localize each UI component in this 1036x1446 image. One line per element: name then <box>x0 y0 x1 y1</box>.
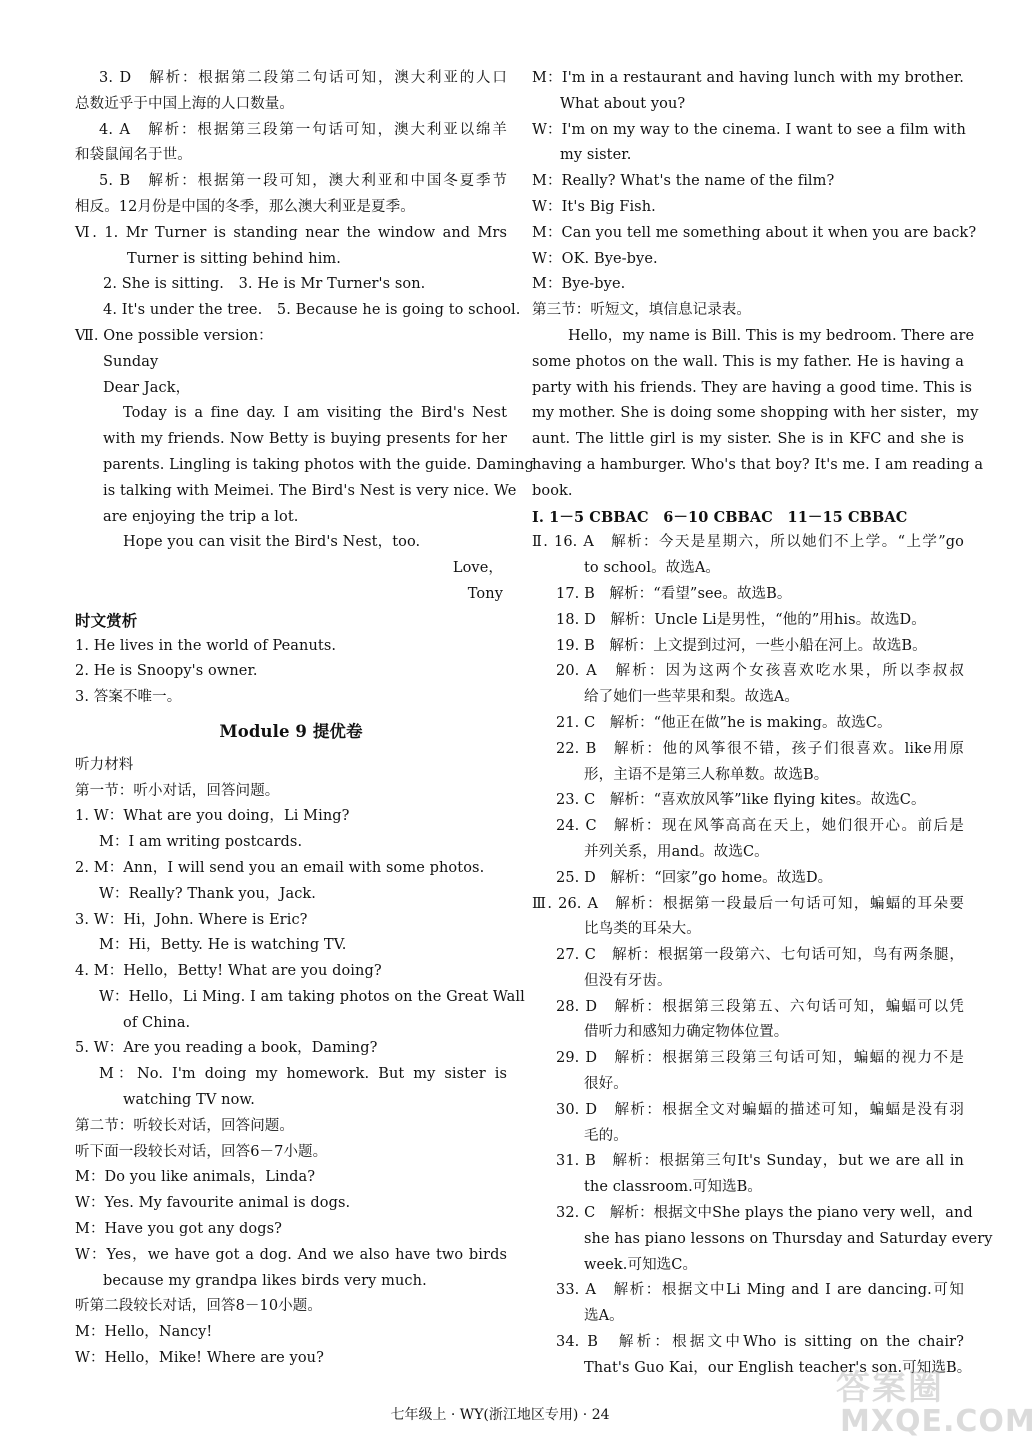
text-line: 2. He is Snoopy's owner. <box>75 663 258 680</box>
text-line: M：Have you got any dogs? <box>75 1221 283 1238</box>
text-line: 很好。 <box>584 1076 628 1093</box>
text-line: Love， <box>452 560 503 577</box>
text-line: M：I am writing postcards. <box>99 834 303 851</box>
text-line: 第二节：听较长对话，回答问题。 <box>75 1117 294 1134</box>
text-line: M：Bye-bye. <box>532 276 626 293</box>
text-line: 给了她们一些苹果和梨。故选A。 <box>584 689 799 706</box>
text-line: 32. C 解析：根据文中She plays the piano very well，and <box>556 1205 973 1222</box>
text-line: M：Can you tell me something about it when you are back? <box>532 224 977 241</box>
text-line: 第三节：听短文，填信息记录表。 <box>532 302 751 319</box>
text-line: 4. A 解析：根据第三段第一句话可知，澳大利亚以绵羊 <box>99 121 507 138</box>
text-line: 18. D 解析：Uncle Li是男性，“他的”用his。故选D。 <box>556 611 926 628</box>
text-line: 听力材料 <box>75 756 134 773</box>
text-line: 21. C 解析：“他正在做”he is making。故选C。 <box>556 714 892 731</box>
text-line: my sister. <box>560 147 632 164</box>
text-line: 2. She is sitting. 3. He is Mr Turner's son. <box>103 276 426 293</box>
text-line: 2. M：Ann，I will send you an email with some photos. <box>75 859 485 876</box>
text-line: 1. He lives in the world of Peanuts. <box>75 637 337 654</box>
text-line: Dear Jack， <box>103 379 191 396</box>
text-line: she has piano lessons on Thursday and Saturday every <box>584 1230 993 1247</box>
text-line: 20. A 解析：因为这两个女孩喜欢吃水果，所以李叔叔 <box>556 663 964 680</box>
text-line: 27. C 解析：根据第一段第六、七句话可知，鸟有两条腿， <box>556 947 964 964</box>
text-line: W：Hello，Mike! Where are you? <box>75 1350 324 1367</box>
text-line: Tony <box>467 585 503 602</box>
text-line: 24. C 解析：现在风筝高高在天上，她们很开心。前后是 <box>556 818 964 835</box>
text-line: 第一节：听小对话，回答问题。 <box>75 782 280 799</box>
page-footer: 七年级上 · WY(浙江地区专用) · 24 <box>390 1407 610 1423</box>
text-line: 19. B 解析：上文提到过河，一些小船在河上。故选B。 <box>556 637 927 654</box>
text-line: 3. 答案不唯一。 <box>75 689 182 706</box>
text-line: M：No. I'm doing my homework. But my sister is <box>99 1066 507 1083</box>
text-line: Turner is sitting behind him. <box>127 250 341 267</box>
text-line: with my friends. Now Betty is buying presents for her <box>103 431 507 448</box>
watermark-logo <box>836 1356 1036 1442</box>
text-line: 毛的。 <box>584 1127 628 1144</box>
text-line: 总数近乎于中国上海的人口数量。 <box>75 95 294 112</box>
text-line: 33. A 解析：根据文中Li Ming and I are dancing.可知 <box>556 1282 964 1299</box>
text-line: 5. B 解析：根据第一段可知，澳大利亚和中国冬夏季节 <box>99 173 507 190</box>
right-column <box>532 66 993 1382</box>
watermark-url: MXQE.COM <box>840 1404 1036 1439</box>
text-line: 22. B 解析：他的风筝很不错，孩子们很喜欢。like用原 <box>556 740 964 757</box>
text-line: Ⅱ. 16. A 解析：今天是星期六，所以她们不上学。“上学”go <box>532 534 964 551</box>
text-line: 25. D 解析：“回家”go home。故选D。 <box>556 869 833 886</box>
text-line: my mother. She is doing some shopping with her sister，my <box>532 405 979 422</box>
text-line: 23. C 解析：“喜欢放风筝”like flying kites。故选C。 <box>556 792 926 809</box>
text-line: party with his friends. They are having a good time. This is <box>532 379 973 396</box>
text-line: 和袋鼠闻名于世。 <box>75 147 192 164</box>
text-line: some photos on the wall. This is my father. He is having a <box>532 353 964 370</box>
text-line: to school。故选A。 <box>584 560 721 577</box>
text-line: 4. It's under the tree. 5. Because he is going to school. <box>103 302 521 319</box>
text-line: M：I'm in a restaurant and having lunch with my brother. <box>532 70 964 86</box>
text-line: 选A。 <box>584 1308 624 1325</box>
text-line <box>75 745 507 753</box>
text-line: 3. D 解析：根据第二段第二句话可知，澳大利亚的人口 <box>99 70 507 86</box>
text-line: Ⅶ. One possible version： <box>75 327 273 344</box>
text-line: 借听力和感知力确定物体位置。 <box>584 1024 789 1041</box>
text-line: Hello，my name is Bill. This is my bedroom. There are <box>568 327 975 344</box>
watermark-text: 答案圈 <box>836 1368 944 1408</box>
text-line: watching TV now. <box>123 1092 255 1109</box>
text-line: week.可知选C。 <box>584 1256 698 1273</box>
text-line: 听下面一段较长对话，回答6－7小题。 <box>75 1143 328 1160</box>
text-line: M：Hi，Betty. He is watching TV. <box>99 937 347 954</box>
text-line: is talking with Meimei. The Bird's Nest is very nice. We <box>103 482 517 499</box>
text-line: W：OK. Bye-bye. <box>532 250 658 267</box>
text-line: M：Hello，Nancy! <box>75 1324 213 1341</box>
text-line: W：Really? Thank you，Jack. <box>99 885 317 902</box>
text-line: the classroom.可知选B。 <box>584 1179 762 1196</box>
text-line: 形，主语不是第三人称单数。故选B。 <box>584 766 829 783</box>
text-line: 比鸟类的耳朵大。 <box>584 921 701 938</box>
text-line: aunt. The little girl is my sister. She is in KFC and she is <box>532 431 964 448</box>
text-line: 3. W：Hi，John. Where is Eric? <box>75 911 308 928</box>
text-line: W：It's Big Fish. <box>532 198 656 215</box>
text-line: Sunday <box>103 353 159 370</box>
text-line: 但没有牙齿。 <box>584 972 672 989</box>
text-line: 相反。12月份是中国的冬季，那么澳大利亚是夏季。 <box>75 198 415 215</box>
section-heading: 时文赏析 <box>75 610 138 630</box>
text-line: M：Really? What's the name of the film? <box>532 173 835 190</box>
section-heading: Module 9 提优卷 <box>219 721 363 741</box>
text-line: W：I'm on my way to the cinema. I want to see a film with <box>532 121 966 138</box>
text-line: Hope you can visit the Bird's Nest，too. <box>123 534 421 551</box>
text-line: That's Guo Kai，our English teacher's son.可知选B。 <box>584 1359 972 1376</box>
text-line: of China. <box>123 1014 191 1031</box>
text-line: What about you? <box>560 95 686 112</box>
text-line: 30. D 解析：根据全文对蝙蝠的描述可知，蝙蝠是没有羽 <box>556 1101 964 1118</box>
text-line: book. <box>532 482 573 499</box>
text-line: 4. M：Hello，Betty! What are you doing? <box>75 963 382 980</box>
text-line: 听第二段较长对话，回答8－10小题。 <box>75 1298 322 1315</box>
text-line: Today is a fine day. I am visiting the Bird's Nest <box>123 405 507 422</box>
text-line: 34. B 解析：根据文中Who is sitting on the chair? <box>556 1334 964 1351</box>
text-line <box>75 711 507 719</box>
text-line: because my grandpa likes birds very much. <box>103 1272 427 1289</box>
text-line: 29. D 解析：根据第三段第三句话可知，蝙蝠的视力不是 <box>556 1050 964 1067</box>
text-line: M：Do you like animals，Linda? <box>75 1169 316 1186</box>
text-line: Ⅲ. 26. A 解析：根据第一段最后一句话可知，蝙蝠的耳朵要 <box>532 895 964 912</box>
text-line: parents. Lingling is taking photos with the guide. Daming <box>103 456 534 473</box>
text-line: 17. B 解析：“看望”see。故选B。 <box>556 585 792 602</box>
text-line: are enjoying the trip a lot. <box>103 508 299 525</box>
text-line: Ⅵ. 1. Mr Turner is standing near the window and Mrs <box>75 224 507 241</box>
text-line: 1. W：What are you doing，Li Ming? <box>75 808 350 825</box>
text-line: W：Yes. My favourite animal is dogs. <box>75 1195 351 1212</box>
text-line: 31. B 解析：根据第三句It's Sunday，but we are all in <box>556 1153 964 1170</box>
text-line: W：Hello，Li Ming. I am taking photos on the Great Wall <box>99 988 525 1005</box>
text-line: 5. W：Are you reading a book，Daming? <box>75 1040 378 1057</box>
text-line: W：Yes，we have got a dog. And we also have two birds <box>75 1246 507 1263</box>
text-line: 并列关系，用and。故选C。 <box>584 843 769 860</box>
text-line: 28. D 解析：根据第三段第五、六句话可知，蝙蝠可以凭 <box>556 998 964 1015</box>
left-column <box>75 66 534 1372</box>
text-line: having a hamburger. Who's that boy? It's me. I am reading a <box>532 456 984 473</box>
text-line: Ⅰ. 1－5 CBBAC 6－10 CBBAC 11－15 CBBAC <box>532 508 908 526</box>
